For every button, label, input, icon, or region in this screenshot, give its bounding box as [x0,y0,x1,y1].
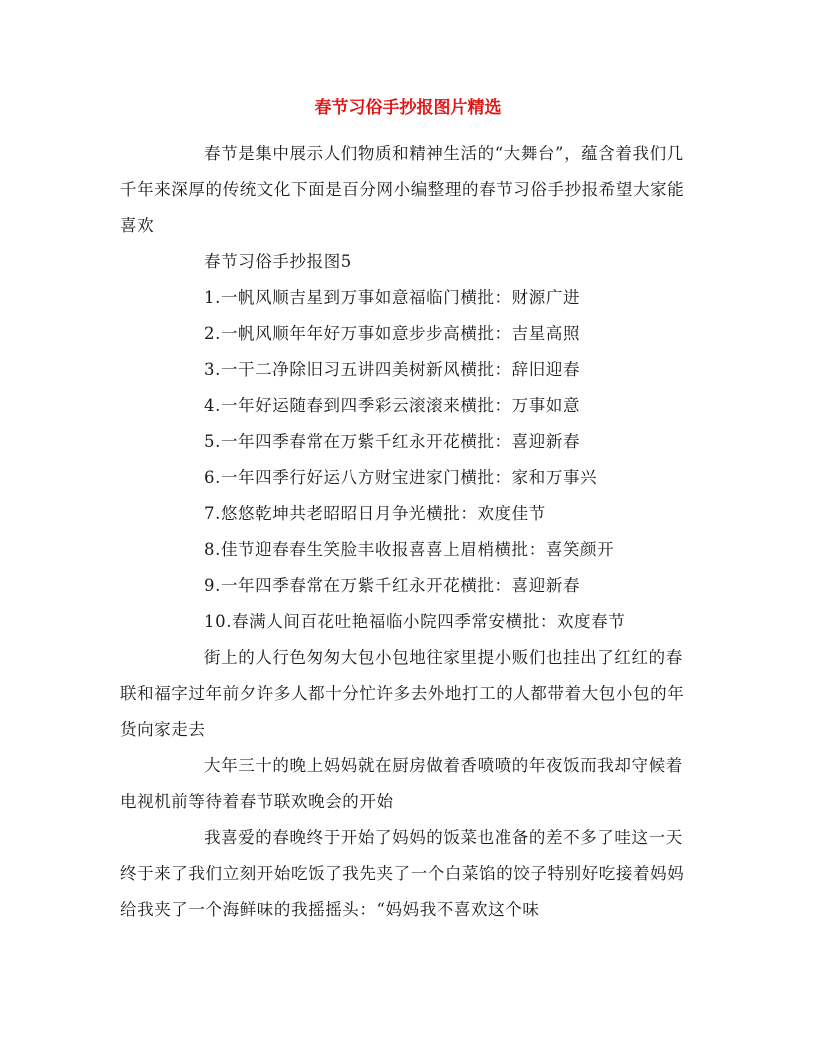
list-item: 4.一年好运随春到四季彩云滚滚来横批：万事如意 [204,396,581,415]
list-item: 7.悠悠乾坤共老昭昭日月争光横批：欢度佳节 [204,504,546,523]
intro-paragraph: 春节是集中展示人们物质和精神生活的“大舞台”，蕴含着我们几千年来深厚的传统文化下面是百分网小编整理的春节习俗手抄报希望大家能喜欢 [120,144,685,235]
list-item: 2.一帆风顺年年好万事如意步步高横批：吉星高照 [204,324,581,343]
document-body [120,136,696,928]
list-item: 6.一年四季行好运八方财宝进家门横批：家和万事兴 [204,468,598,487]
document-title: 春节习俗手抄报图片精选 [314,98,502,118]
list-item: 5.一年四季春常在万紫千红永开花横批：喜迎新春 [204,432,581,451]
list-item: 3.一干二净除旧习五讲四美树新风横批：辞旧迎春 [204,360,581,379]
body-paragraph: 大年三十的晚上妈妈就在厨房做着香喷喷的年夜饭而我却守候着电视机前等待着春节联欢晚会的开始 [120,756,683,811]
body-paragraph: 我喜爱的春晚终于开始了妈妈的饭菜也准备的差不多了哇这一天终于来了我们立刻开始吃饭了我先夹了一个白菜馅的饺子特别好吃接着妈妈给我夹了一个海鲜味的我摇摇头：“妈妈我不喜欢这个味 [120,828,685,919]
list-item: 9.一年四季春常在万紫千红永开花横批：喜迎新春 [204,576,581,595]
body-paragraph: 街上的人行色匆匆大包小包地往家里提小贩们也挂出了红红的春联和福字过年前夕许多人都十分忙许多去外地打工的人都带着大包小包的年货向家走去 [120,648,685,739]
list-item: 8.佳节迎春春生笑脸丰收报喜喜上眉梢横批：喜笑颜开 [204,540,615,559]
section-heading: 春节习俗手抄报图5 [204,252,352,271]
list-item: 10.春满人间百花吐艳福临小院四季常安横批：欢度春节 [204,612,626,631]
list-item: 1.一帆风顺吉星到万事如意福临门横批：财源广进 [204,288,581,307]
